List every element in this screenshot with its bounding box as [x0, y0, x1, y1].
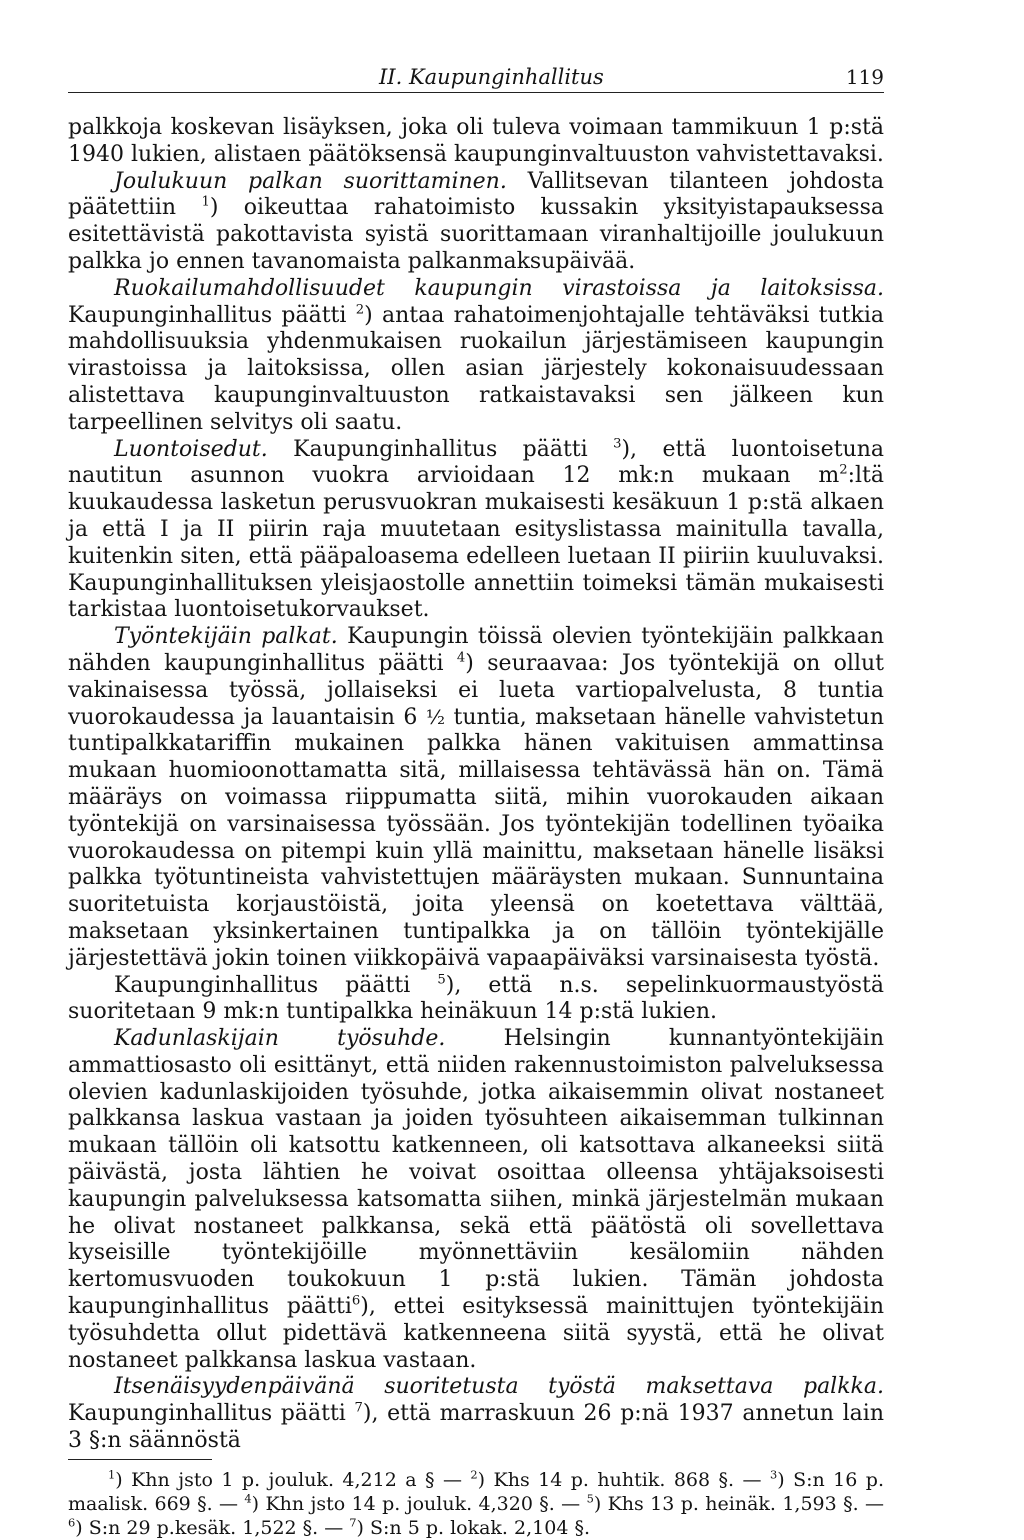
paragraph: Ruokailumahdollisuudet kaupungin virastoissa ja laitoksissa. Kaupunginhallitus päätti $^2$) antaa rahatoimenjohtajalle tehtäväksi tutkia mahdollisuuksia yhdenmukaisen ruokailun järjestämiseen kaupungin virastoissa ja laitoksissa, ollen asian järjestely kokonaisuudessaan alistettava kaupunginvaltuuston ratkaistavaksi sen jälkeen kun tarpeellinen selvitys oli saatu.: [68, 275, 884, 435]
paragraph: Kadunlaskijain työsuhde. Helsingin kunnantyöntekijäin ammattiosasto oli esittänyt, että niiden rakennustoimiston palveluksessa olevien kadunlaskijoiden työsuhde, jotka aikaisemmin olivat nostaneet palkkansa laskua vastaan ja joiden työsuhteen aikaisemman tulkinnan mukaan tällöin oli katsottu katkenneen, oli katsottava alkaneeksi siitä päivästä, josta lähtien he voivat osoittaa olleensa yhtäjaksoisesti kaupungin palveluksessa katsomatta siihen, minkä järjestelmän mukaan he olivat nostaneet palkkansa, sekä että päätöstä oli sovellettava kyseisille työntekijöille myönnettäviin kesälomiin nähden kertomusvuoden toukokuun 1 p:stä lukien. Tämän johdosta kaupunginhallitus päätti$^6$), ettei esityksessä mainittujen työntekijäin työsuhdetta ollut pidettävä katkenneena siitä syystä, että he olivat nostaneet palkkansa laskua vastaan.: [68, 1026, 885, 1373]
paragraph: Itsenäisyydenpäivänä suoritetusta työstä maksettava palkka. Kaupunginhallitus päätti $^7$), että marraskuun 26 p:nä 1937 annetun lain 3 §:n säännöstä: [68, 1374, 884, 1454]
paragraph: Kaupunginhallitus päätti $^5$), että n.s. sepelinkuormaustyöstä suoritetaan 9 mk:n tuntipalkka heinäkuun 14 p:stä lukien.: [68, 971, 884, 1025]
running-title: II. Kaupunginhallitus: [379, 65, 604, 89]
footnotes: [68, 1468, 884, 1540]
superscript-exponent: 2: [839, 462, 848, 478]
footnote-ref: 6: [351, 1293, 361, 1309]
section-heading: Luontoisedut.: [114, 436, 268, 462]
section-heading: Kadunlaskijain työsuhde.: [114, 1026, 446, 1052]
footnote-ref: 7: [354, 1400, 363, 1416]
footnote-ref: 3: [613, 435, 622, 451]
footnote-ref: 1: [201, 194, 210, 210]
section-heading: Itsenäisyydenpäivänä suoritetusta työstä maksettava palkka.: [114, 1374, 884, 1400]
section-heading: Ruokailumahdollisuudet kaupungin virastoissa ja laitoksissa.: [114, 275, 884, 301]
footnote-ref: 4: [456, 650, 466, 666]
paragraph: Työntekijäin palkat. Kaupungin töissä olevien työntekijäin palkkaan nähden kaupunginhallitus päätti $^4$) seuraavaa: Jos työntekijä on ollut vakinaisessa työssä, jollaiseksi ei lueta vartiopalvelusta, 8 tuntia vuorokaudessa ja lauantaisin 6 ½ tuntia, maksetaan hänelle vahvistetun tuntipalkkatariffin mukainen palkka hänen vakituisen ammattinsa mukaan huomioonottamatta sitä, millaisessa tehtävässä hän on. Tämä määräys on voimassa riippumatta siitä, mihin vuorokauden aikaan työntekijä on varsinaisessa työssään. Jos työntekijän todellinen työaika vuorokaudessa on pitempi kuin yllä mainittu, maksetaan hänelle lisäksi palkka työtuntineista vahvistettujen määräysten mukaan. Sunnuntaina suoritetuista korjaustöistä, joita yleensä on koetettava välttää, maksetaan yksinkertainen tuntipalkka ja on tällöin työntekijälle järjestettävä jokin toinen viikkopäivä vapaapäiväksi varsinaisesta työstä.: [68, 624, 884, 971]
page-number: 119: [845, 65, 884, 89]
body-text: [68, 115, 884, 1455]
fraction: ½: [425, 705, 446, 729]
footnote-block: $^1$) Khn jsto 1 p. jouluk. 4,212 a § — $^2$) Khs 14 p. huhtik. 868 §. — $^3$) S:n 16 p. maalisk. 669 §. — $^4$) Khn jsto 14 p. jouluk. 4,320 §. — $^5$) Khs 13 p. heinäk. 1,593 §. — $^6$) S:n 29 p.kesäk. 1,522 §. — $^7$) S:n 5 p. lokak. 2,104 §.: [68, 1467, 884, 1539]
section-heading: Työntekijäin palkat.: [114, 624, 338, 650]
footnote-divider: [68, 1459, 212, 1460]
document-page: [68, 62, 884, 1540]
section-heading: Joulukuun palkan suorittaminen.: [114, 168, 507, 194]
running-header: [68, 62, 884, 93]
paragraph: Luontoisedut. Kaupunginhallitus päätti $^3$), että luontoisetuna nautitun asunnon vuokra arvioidaan 12 mk:n mukaan $m^2:ltä$ kuukaudessa lasketun perusvuokran mukaisesti kesäkuun 1 p:stä alkaen ja että I ja II piirin raja muutetaan esityslistassa mainitulla tavalla, kuitenkin siten, että pääpaloasema edelleen luetaan II piiriin kuuluvaksi. Kaupunginhallituksen yleisjaostolle annettiin toimeksi tämän mukaisesti tarkistaa luontoisetukorvaukset.: [68, 435, 885, 623]
paragraph: Joulukuun palkan suorittaminen. Vallitsevan tilanteen johdosta päätettiin $^1$) oikeuttaa rahatoimisto kussakin yksityistapauksessa esitettävistä pakottavista syistä suorittamaan viranhaltijoille joulukuun palkka jo ennen tavanomaista palkanmaksupäivää.: [68, 168, 885, 274]
footnote-ref: 5: [437, 971, 446, 987]
footnote-ref: 2: [355, 302, 365, 317]
paragraph: palkkoja koskevan lisäyksen, joka oli tuleva voimaan tammikuun 1 p:stä 1940 lukien, alistaen päätöksensä kaupunginvaltuuston vahvistettavaksi.: [68, 115, 884, 167]
